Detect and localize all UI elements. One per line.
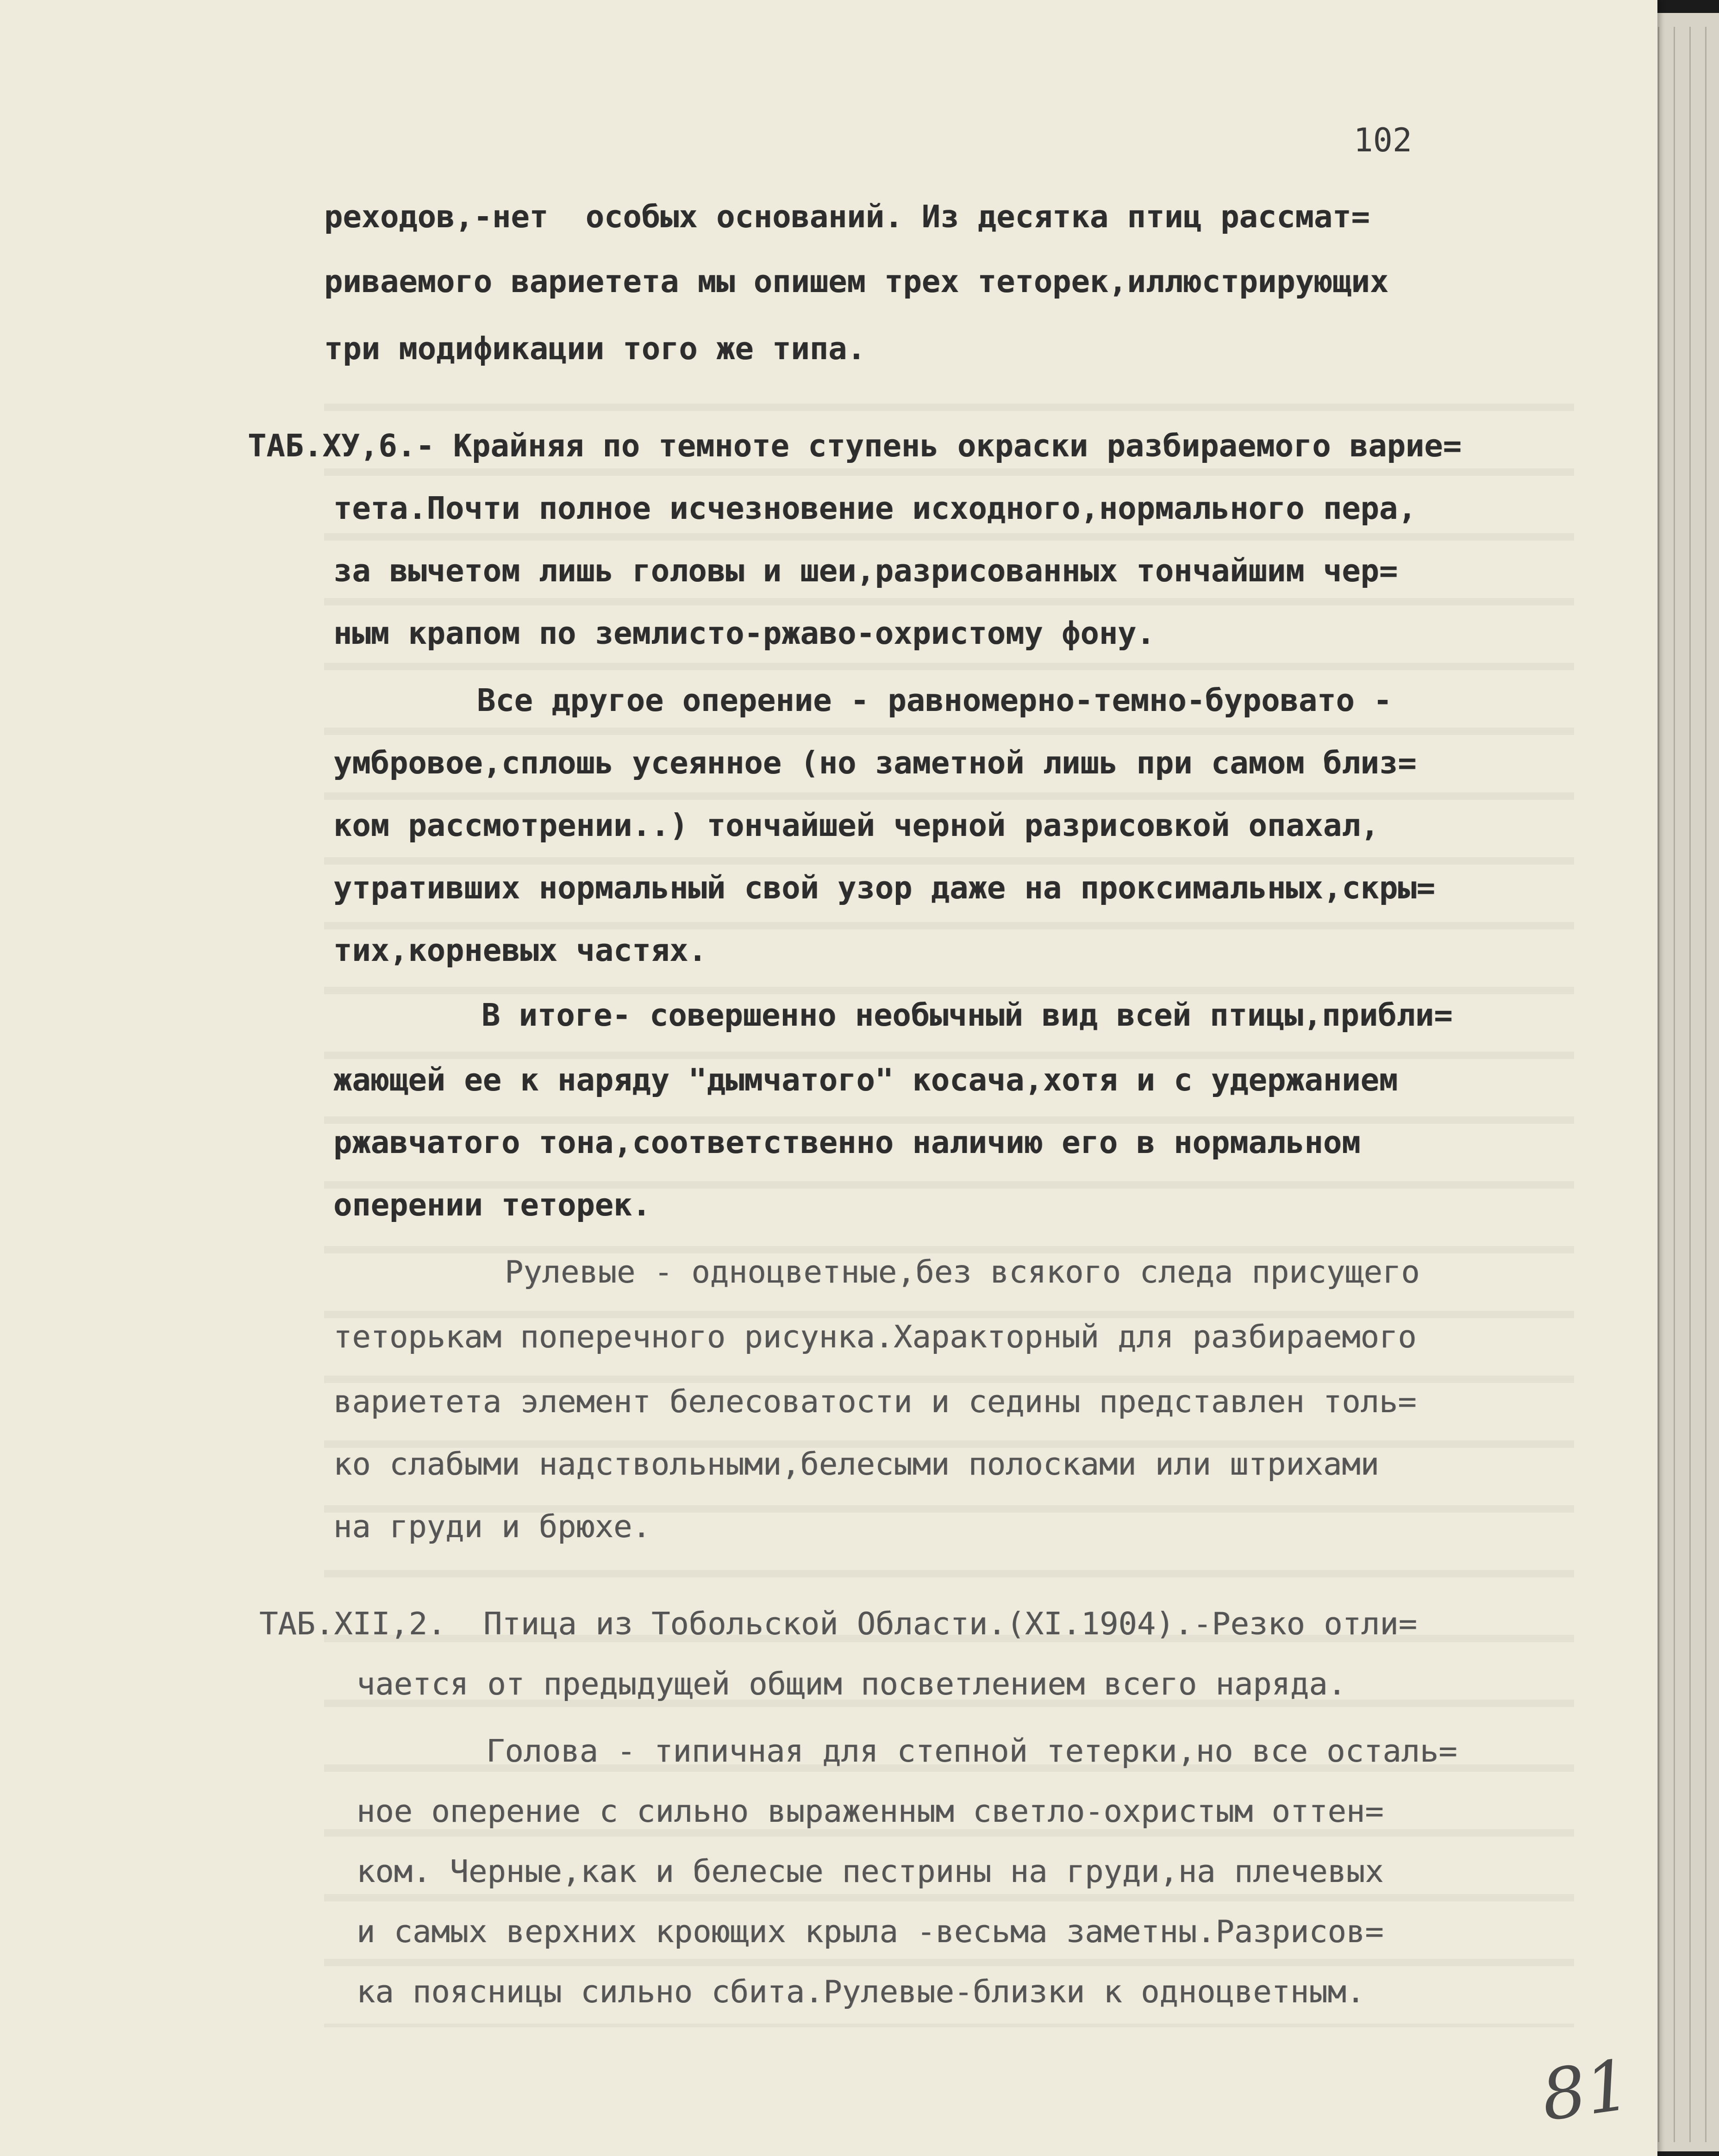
text-line: и самых верхних кроющих крыла -весьма заметны.Разрисов= — [356, 1913, 1384, 1950]
text-line: тих,корневых частях. — [333, 932, 707, 968]
page-edge — [1705, 27, 1706, 2142]
text-line: на груди и брюхе. — [333, 1508, 651, 1545]
text-line: ТАБ.ХУ,6.- Крайняя по темноте ступень окраски разбираемого варие= — [248, 428, 1462, 464]
page-edge-stack — [1650, 13, 1719, 2151]
text-line: ное оперение с сильно выраженным светло-охристым оттен= — [356, 1793, 1384, 1829]
page-edge — [1689, 27, 1691, 2142]
text-line: тета.Почти полное исчезновение исходного,нормального пера, — [333, 490, 1417, 526]
text-line: Голова - типичная для степной тетерки,но все осталь= — [486, 1733, 1457, 1769]
page-edge — [1658, 27, 1659, 2142]
text-line: ком рассмотрении..) тончайшей черной разрисовкой опахал, — [333, 807, 1379, 843]
text-line: три модификации того же типа. — [324, 330, 866, 367]
text-line: реходов,-нет особых оснований. Из десятка птиц рассмат= — [324, 199, 1370, 235]
text-line: В итоге- совершенно необычный вид всей птицы,прибли= — [481, 997, 1453, 1033]
text-line: риваемого вариетета мы опишем трех теторек,иллюстрирующих — [324, 263, 1389, 299]
text-line: Все другое оперение - равномерно-темно-буровато - — [477, 682, 1392, 718]
text-line: вариетета элемент белесоватости и седины представлен толь= — [333, 1383, 1417, 1420]
page-number: 102 — [1353, 121, 1412, 159]
text-line: за вычетом лишь головы и шеи,разрисованных тончайшим чер= — [333, 553, 1398, 589]
page-edge — [1674, 27, 1675, 2142]
text-line: ком. Черные,как и белесые пестрины на груди,на плечевых — [356, 1853, 1384, 1889]
text-line: ка поясницы сильно сбита.Рулевые-близки к одноцветным. — [356, 1974, 1365, 2010]
text-line: утративших нормальный свой узор даже на проксимальных,скры= — [333, 870, 1435, 906]
text-line: ко слабыми надствольными,белесыми полосками или штрихами — [333, 1446, 1379, 1482]
text-line: оперении теторек. — [333, 1187, 651, 1223]
text-line: ным крапом по землисто-ржаво-охристому фону. — [333, 615, 1155, 651]
handwritten-archive-number: 81 — [1536, 2044, 1636, 2137]
text-line: чается от предыдущей общим посветлением всего наряда. — [356, 1666, 1346, 1702]
text-line: Рулевые - одноцветные,без всякого следа присущего — [505, 1254, 1420, 1290]
text-line: ржавчатого тона,соответственно наличию его в нормальном — [333, 1124, 1361, 1160]
text-line: умбровое,сплошь усеянное (но заметной лишь при самом близ= — [333, 745, 1417, 781]
text-line: жающей ее к наряду "дымчатого" косача,хотя и с удержанием — [333, 1062, 1398, 1098]
text-line: теторькам поперечного рисунка.Характорный для разбираемого — [333, 1319, 1417, 1355]
text-line: ТАБ.ХII,2. Птица из Тобольской Области.(ХI.1904).-Резко отли= — [259, 1606, 1417, 1642]
